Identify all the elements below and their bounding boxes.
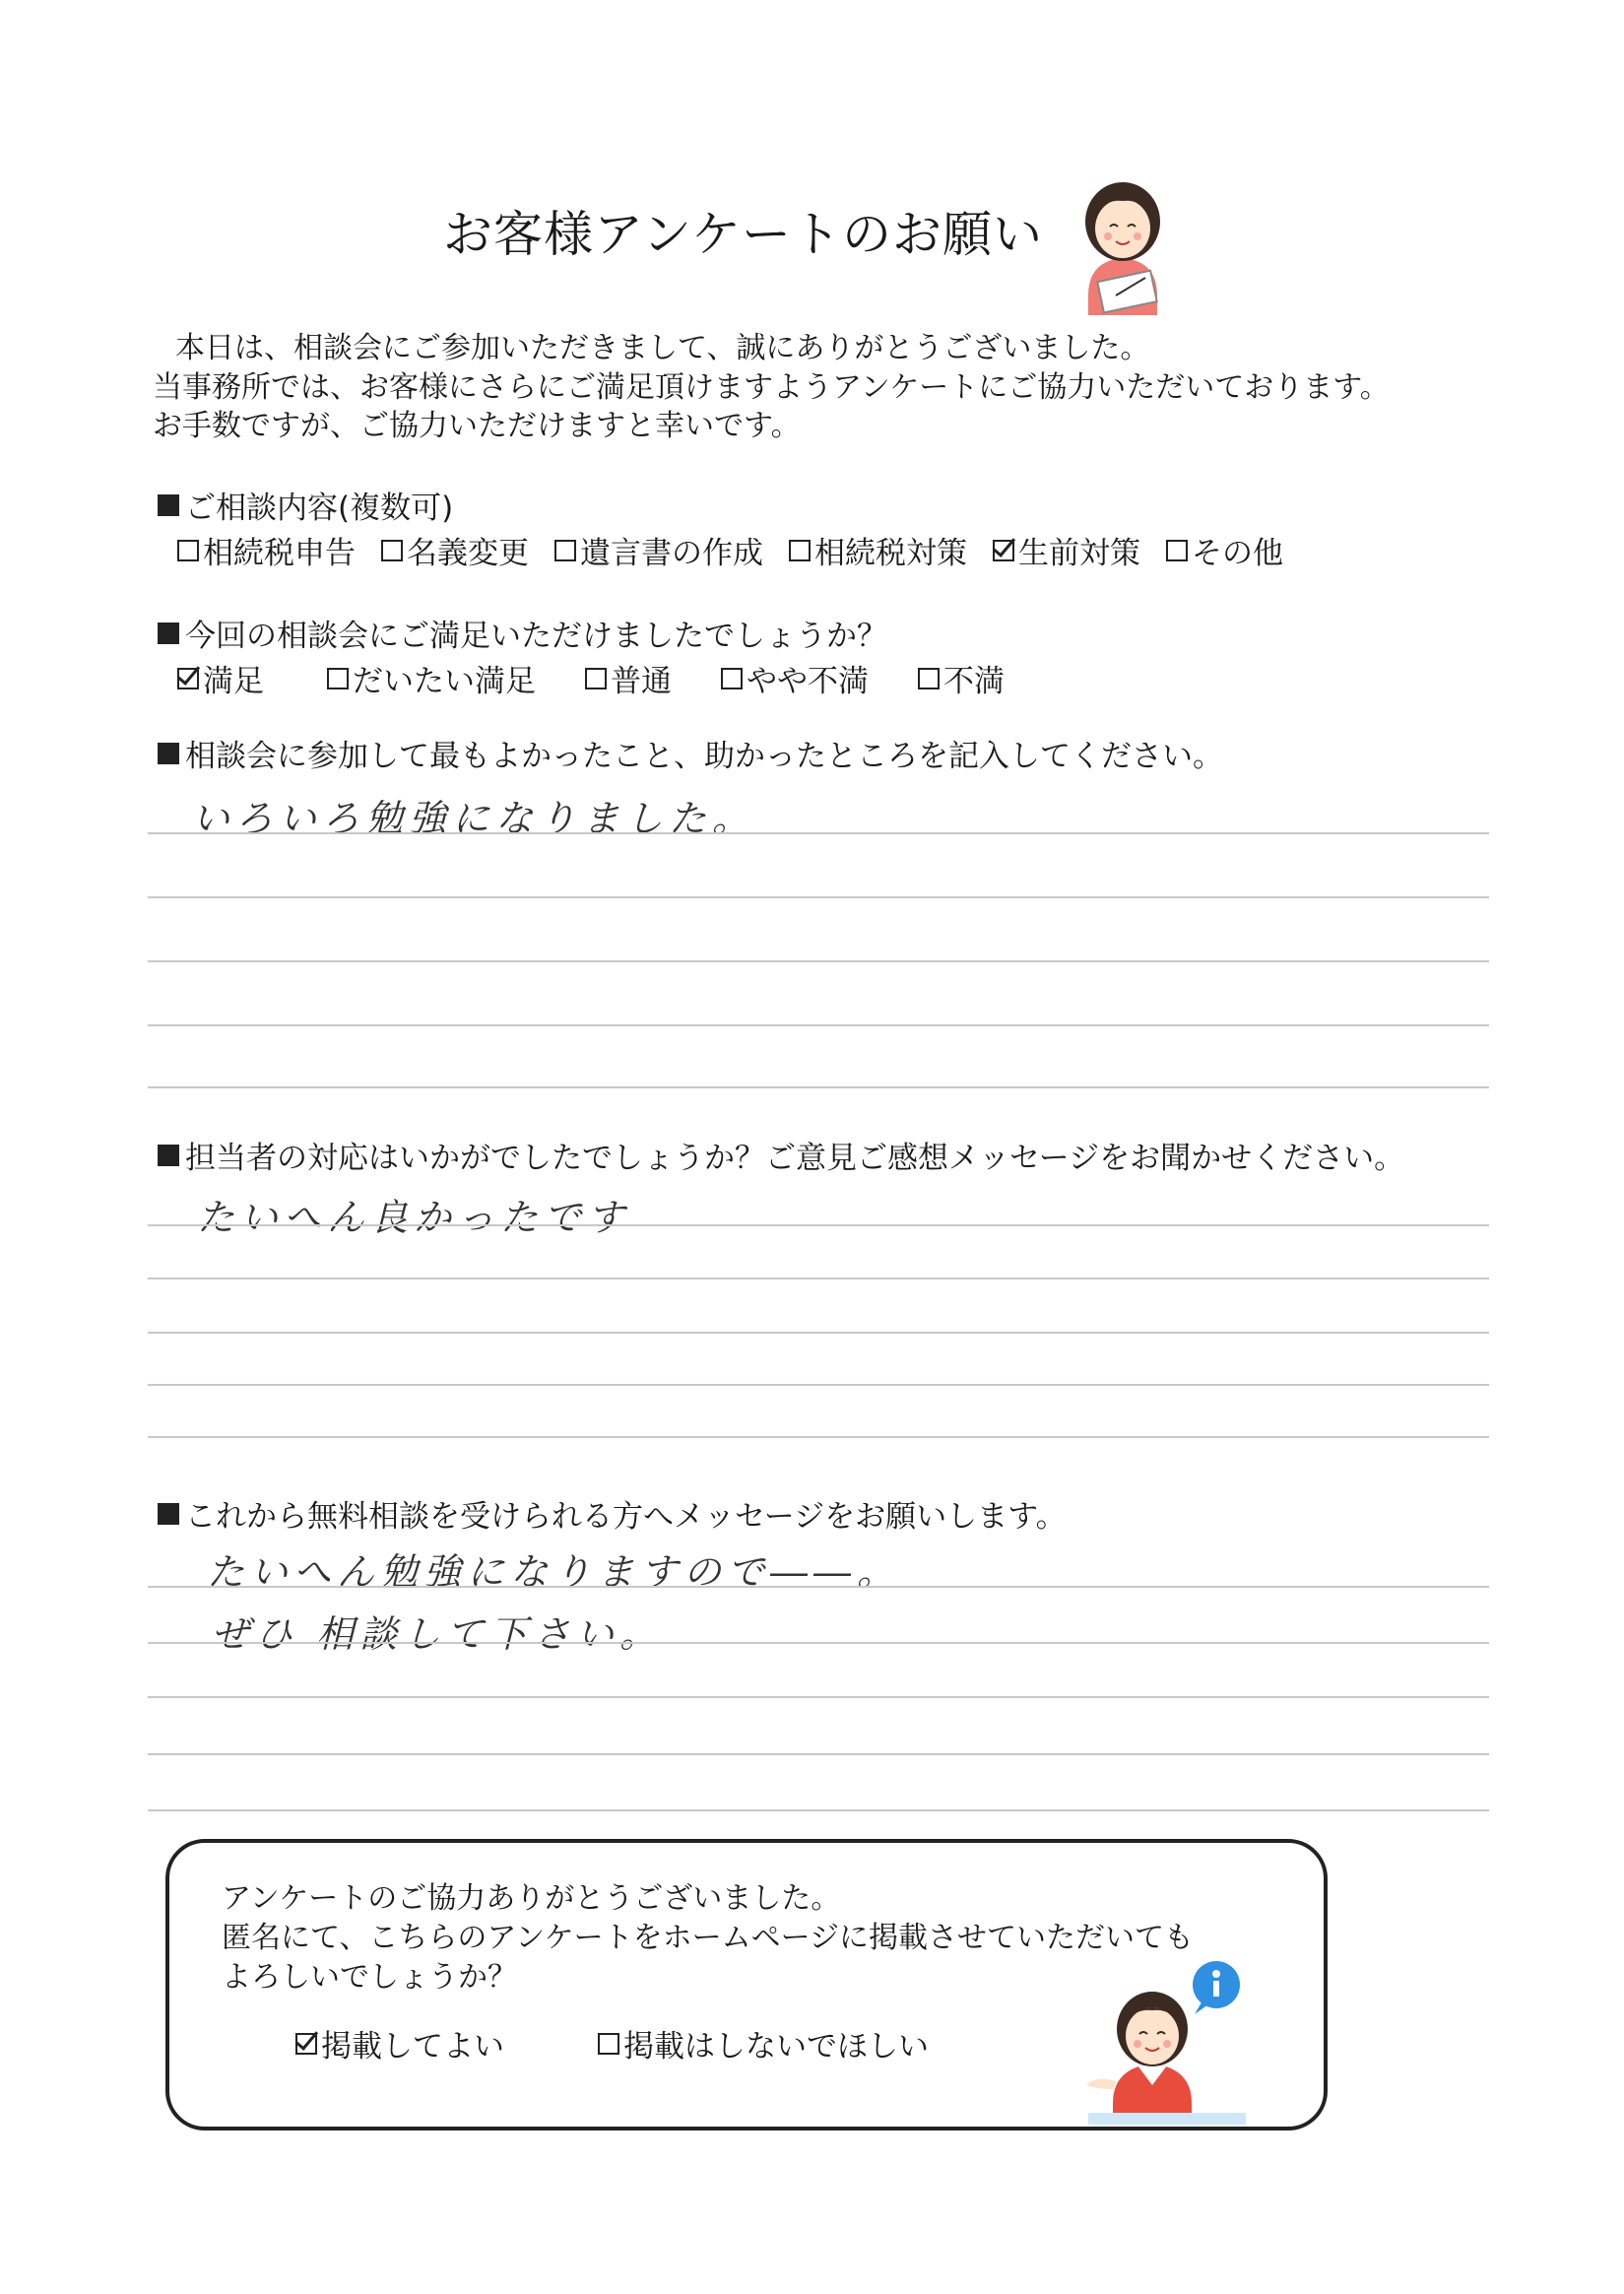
checkbox-icon[interactable] [585, 668, 607, 689]
checkbox-checked-icon[interactable] [993, 540, 1014, 561]
q2-heading [158, 611, 887, 655]
checkbox-icon[interactable] [789, 540, 811, 561]
consent-line-2: 匿名にて、こちらのアンケートをホームページに掲載させていただいても [222, 1921, 1194, 1955]
q5-answer-line-2[interactable]: ぜひ 相談して下さい。 [212, 1612, 664, 1656]
checkbox-checked-icon[interactable] [177, 668, 199, 689]
checkbox-icon[interactable] [721, 668, 743, 689]
q4-label: 担当者の対応はいかがでしたでしょうか？ご意見ご感想メッセージをお聞かせください。 [185, 1141, 1405, 1176]
intro-line-1: 本日は、相談会にご参加いただきまして、誠にありがとうございました。 [175, 331, 1150, 365]
q2-option-somewhat-dissatisfied[interactable]: やや不満 [721, 656, 869, 700]
intro-line-2: 当事務所では、お客様にさらにご満足頂けますようアンケートにご協力いただいております。 [153, 370, 1390, 405]
consent-option-decline[interactable]: 掲載はしないでほしい [598, 2021, 929, 2065]
consent-option-allow[interactable]: 掲載してよい [295, 2021, 504, 2065]
consent-options [295, 2021, 929, 2065]
q3-answer[interactable]: いろいろ勉強になりました。 [192, 797, 756, 840]
q2-option-satisfied[interactable]: 満足 [177, 656, 264, 700]
answer-rule [148, 1696, 1489, 1698]
q3-heading [158, 731, 1223, 775]
q1-label: ご相談内容(複数可) [185, 491, 454, 526]
checkbox-icon[interactable] [918, 668, 940, 689]
q5-label: これから無料相談を受けられる方へメッセージをお願いします。 [185, 1499, 1067, 1535]
q1-heading [158, 483, 453, 527]
q1-options [177, 528, 1283, 572]
q1-option-tax-planning[interactable]: 相続税対策 [789, 528, 967, 572]
answer-rule [148, 1586, 1489, 1588]
q5-answer-line-1[interactable]: たいへん勉強になりますので――。 [207, 1550, 901, 1594]
checkbox-icon[interactable] [381, 540, 403, 561]
bullet-square-icon [158, 494, 179, 516]
q4-heading [158, 1133, 1404, 1177]
answer-rule [148, 1384, 1489, 1386]
q2-option-neutral[interactable]: 普通 [585, 656, 672, 700]
q2-options [177, 656, 1005, 700]
q1-option-name-change[interactable]: 名義変更 [381, 528, 529, 572]
answer-rule [148, 960, 1489, 962]
checkbox-icon[interactable] [177, 540, 199, 561]
intro-line-3: お手数ですが、ご協力いただけますと幸いです。 [153, 409, 801, 443]
receptionist-illustration [1078, 1955, 1251, 2128]
checkbox-checked-icon[interactable] [295, 2033, 317, 2055]
q2-option-dissatisfied[interactable]: 不満 [918, 656, 1005, 700]
answer-rule [148, 1086, 1489, 1088]
answer-rule [148, 896, 1489, 898]
q2-option-mostly-satisfied[interactable]: だいたい満足 [327, 656, 536, 700]
answer-rule [148, 1224, 1489, 1226]
answer-rule [148, 1278, 1489, 1279]
q1-option-pre-death-planning[interactable]: 生前対策 [993, 528, 1140, 572]
checkbox-icon[interactable] [554, 540, 576, 561]
staff-clipboard-illustration [1069, 167, 1177, 315]
bullet-square-icon [158, 623, 179, 644]
page-title: お客様アンケートのお願い [443, 206, 1043, 263]
answer-rule [148, 1642, 1489, 1644]
answer-rule [148, 1024, 1489, 1026]
answer-rule [148, 1809, 1489, 1811]
consent-line-3: よろしいでしょうか？ [222, 1960, 517, 1995]
bullet-square-icon [158, 1145, 179, 1166]
answer-rule [148, 1332, 1489, 1334]
q1-option-other[interactable]: その他 [1166, 528, 1283, 572]
answer-rule [148, 832, 1489, 834]
consent-line-1: アンケートのご協力ありがとうございました。 [222, 1881, 841, 1916]
q5-heading [158, 1491, 1067, 1536]
q3-label: 相談会に参加して最もよかったこと、助かったところを記入してください。 [185, 739, 1223, 774]
bullet-square-icon [158, 1503, 179, 1525]
q1-option-inheritance-tax-filing[interactable]: 相続税申告 [177, 528, 356, 572]
checkbox-icon[interactable] [327, 668, 349, 689]
q2-label: 今回の相談会にご満足いただけましたでしょうか？ [185, 619, 887, 654]
checkbox-icon[interactable] [598, 2033, 619, 2055]
answer-rule [148, 1436, 1489, 1438]
checkbox-icon[interactable] [1166, 540, 1188, 561]
bullet-square-icon [158, 743, 179, 764]
q4-answer[interactable]: たいへん良かったです [197, 1196, 631, 1239]
q1-option-will[interactable]: 遺言書の作成 [554, 528, 763, 572]
answer-rule [148, 1753, 1489, 1755]
